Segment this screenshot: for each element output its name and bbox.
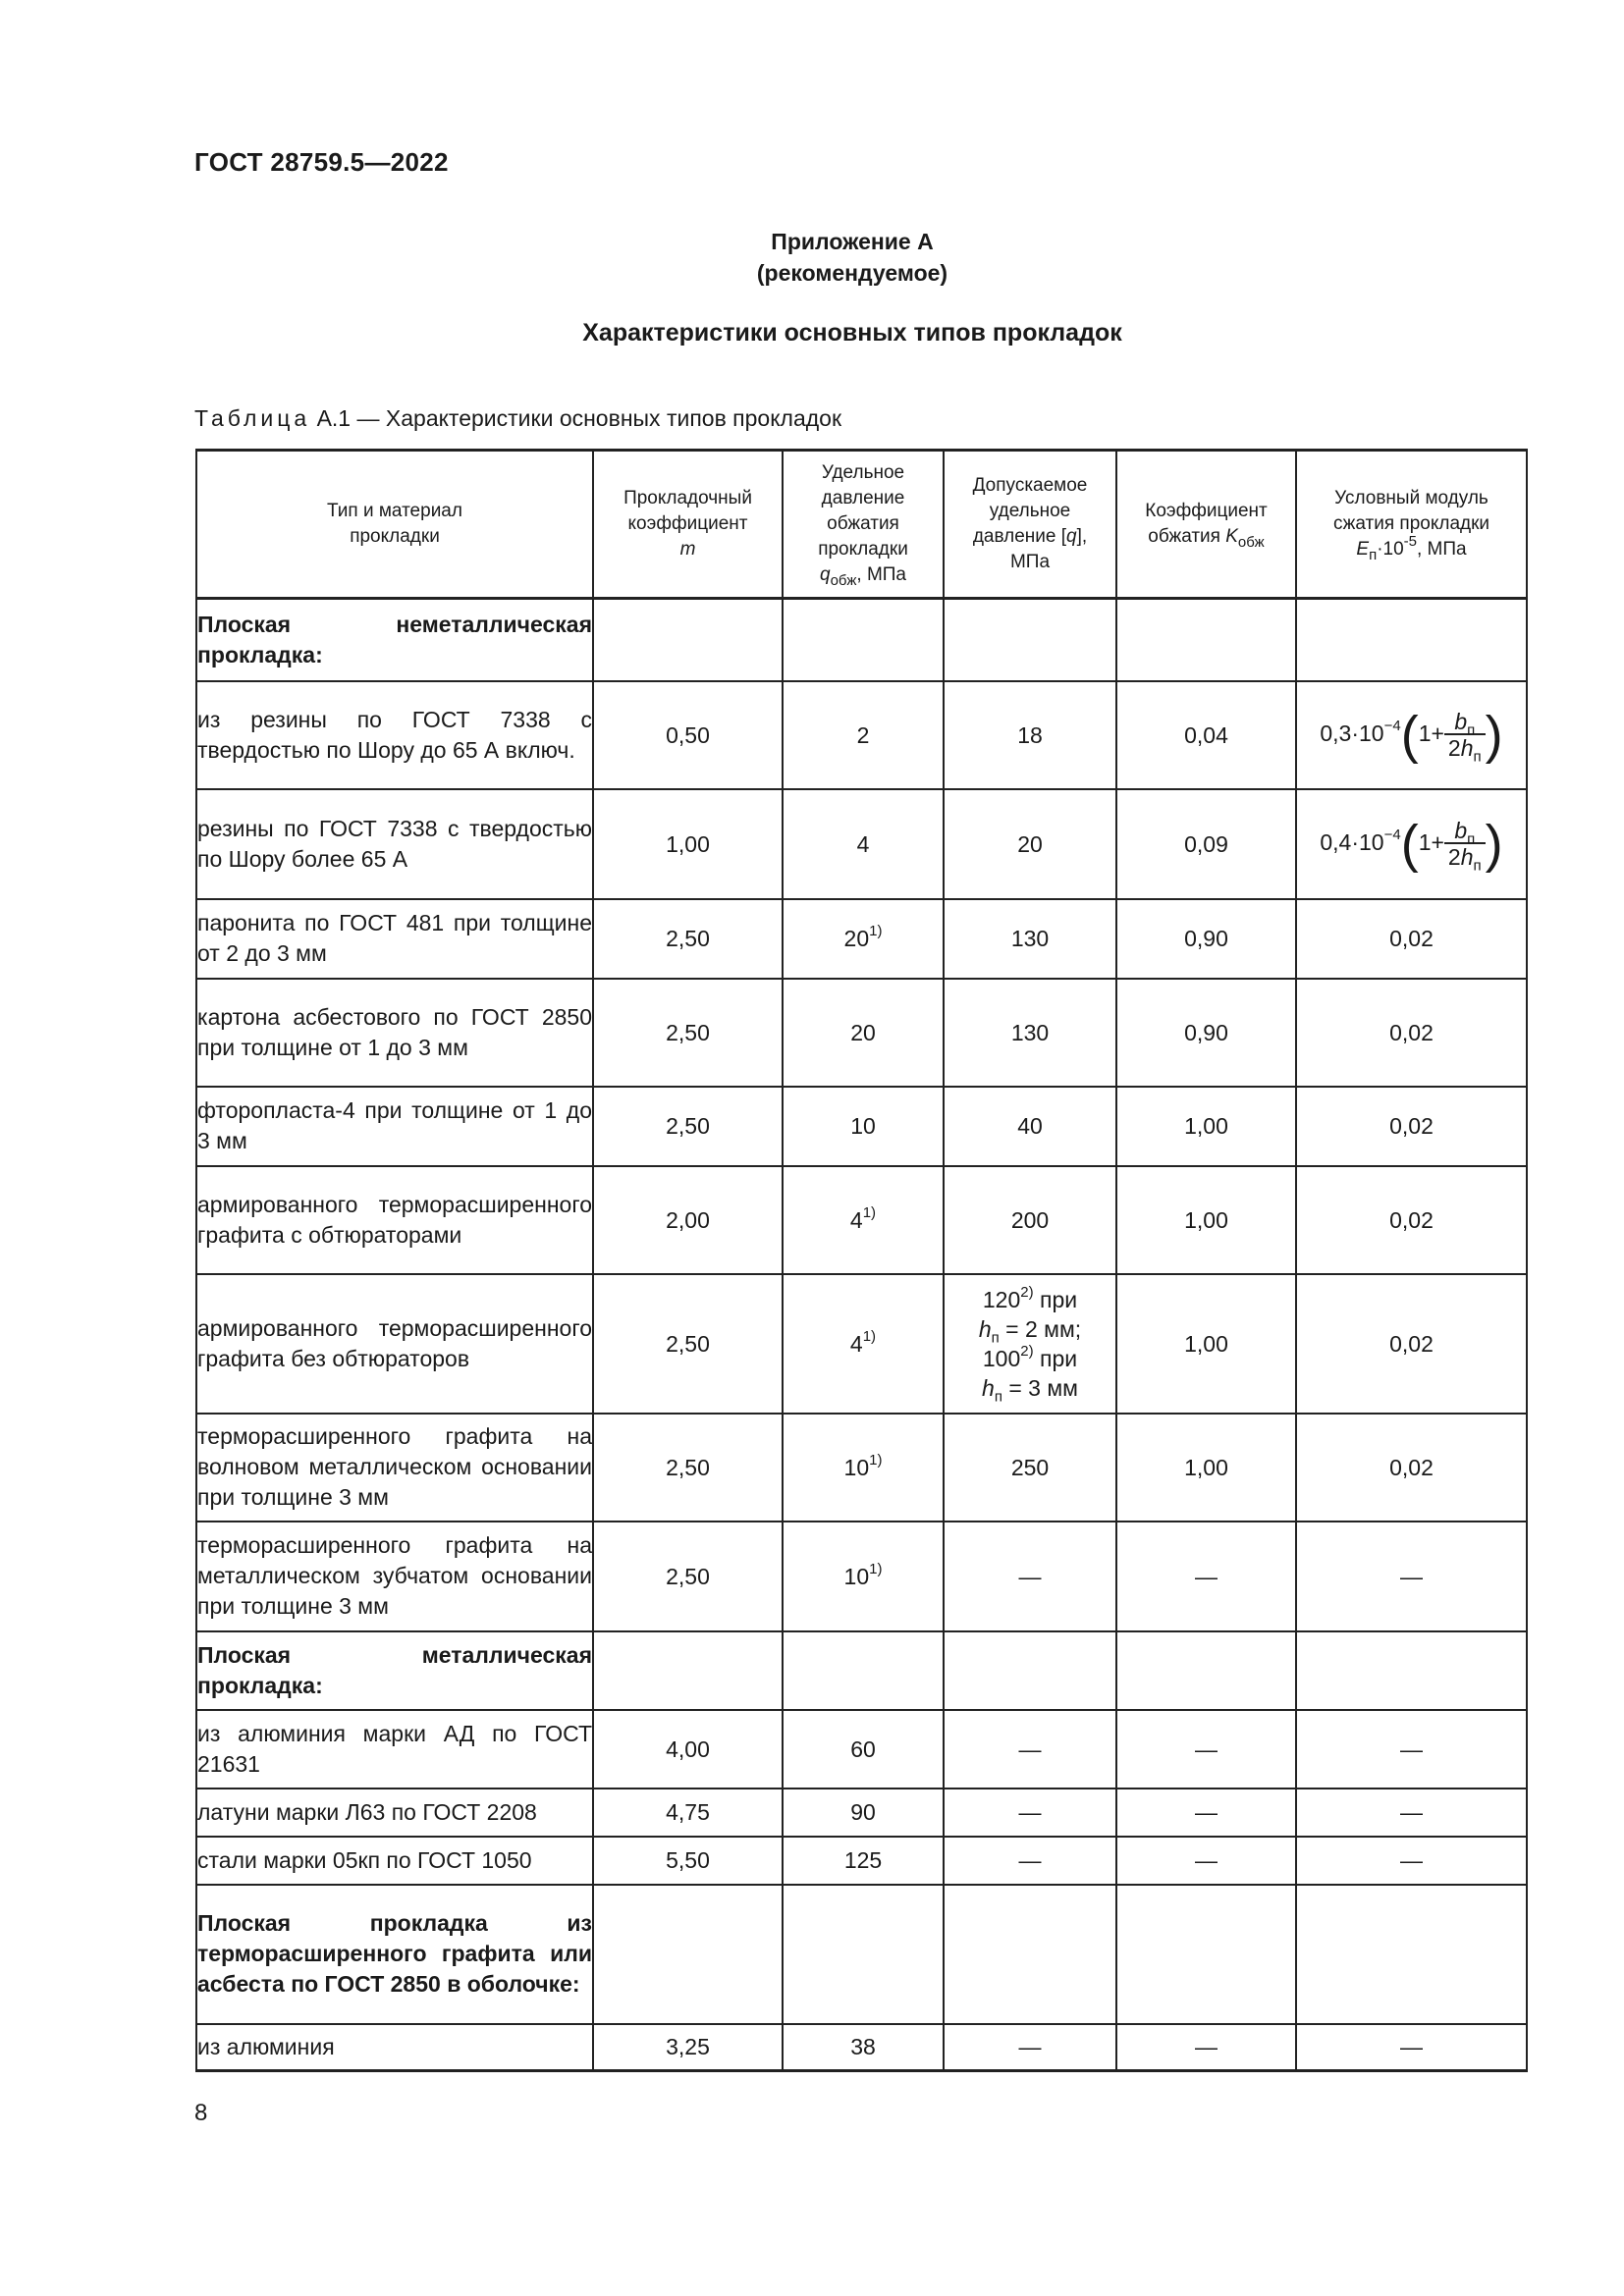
cell-m: 1,00 [593,789,783,899]
cell-q: 38 [783,2024,944,2071]
row-name: Плоская неметаллическая прокладка: [196,599,593,681]
cell-m: 3,25 [593,2024,783,2071]
footnote-ref: 1) [869,1451,883,1468]
cell-q: 60 [783,1710,944,1789]
header-allowable-pressure: Допускаемое удельное давление [q], МПа [944,451,1116,599]
row-name: армированного терморасширенного графита с обтюраторами [196,1166,593,1274]
table-row [196,1522,1527,1631]
cell-m: 2,50 [593,979,783,1087]
cell-m: 2,50 [593,1522,783,1631]
cell-q: 10 [783,1087,944,1166]
cell-q: 4$^{1)}$ [783,1274,944,1414]
row-name: паронита по ГОСТ 481 при толщине от 2 до 3 мм [196,899,593,979]
row-name: фторопласта-4 при толщине от 1 до 3 мм [196,1087,593,1166]
row-name: из резины по ГОСТ 7338 с твердостью по Шору до 65 А включ. [196,681,593,789]
cell-m: 4,00 [593,1710,783,1789]
cell-q: 4 [783,789,944,899]
row-name: Плоская прокладка из терморасширенного графита или асбеста по ГОСТ 2850 в оболочке: [196,1885,593,2024]
table-row [196,1789,1527,1837]
cell-k: — [1116,1710,1296,1789]
footnote-ref: 1) [869,1560,883,1577]
cell-m: 0,50 [593,681,783,789]
cell-qd: 40 [944,1087,1116,1166]
table-row [196,1837,1527,1885]
table-row [196,1166,1527,1274]
cell-qd: 130 [944,979,1116,1087]
cell-k: — [1116,1789,1296,1837]
cell-k: 1,00 [1116,1414,1296,1522]
cell-m: 2,50 [593,899,783,979]
row-name: терморасширенного графита на металлическом зубчатом основании при толщине 3 мм [196,1522,593,1631]
cell-qd: — [944,2024,1116,2071]
cell-qd: — [944,1522,1116,1631]
cell-k: 1,00 [1116,1274,1296,1414]
cell-e: — [1296,1522,1527,1631]
row-name: терморасширенного графита на волновом металлическом основании при толщине 3 мм [196,1414,593,1522]
cell-e: — [1296,1710,1527,1789]
table-caption [194,405,841,432]
section-title: Характеристики основных типов прокладок [582,319,1122,347]
cell-qd: 120$^{2)}$ при $h_п = 2$ мм; 100$^{2)}$ при $h_п = 3$ мм [944,1274,1116,1414]
cell-e: 0,02 [1296,1166,1527,1274]
row-name: картона асбестового по ГОСТ 2850 при толщине от 1 до 3 мм [196,979,593,1087]
table-row [196,1631,1527,1710]
cell-m: 2,50 [593,1414,783,1522]
cell-q: 20$^{1)}$ [783,899,944,979]
cell-k: 0,04 [1116,681,1296,789]
cell-e-formula: $0,4\cdot 10^{-4}(1+$ $\frac{b_п}{2h_п}$ ) [1296,789,1527,899]
cell-qd: — [944,1710,1116,1789]
cell-k: 1,00 [1116,1087,1296,1166]
row-name: армированного терморасширенного графита без обтюраторов [196,1274,593,1414]
row-name: латуни марки Л63 по ГОСТ 2208 [196,1789,593,1837]
cell-m: 2,50 [593,1274,783,1414]
table-row [196,1274,1527,1414]
cell-k: 1,00 [1116,1166,1296,1274]
cell-e: — [1296,1789,1527,1837]
cell-k: 0,90 [1116,899,1296,979]
table-row [196,2024,1527,2071]
cell-k: — [1116,1837,1296,1885]
cell-m: 2,00 [593,1166,783,1274]
row-name: стали марки 05кп по ГОСТ 1050 [196,1837,593,1885]
cell-e: — [1296,2024,1527,2071]
header-conditional-modulus: Условный модуль сжатия прокладки $E_п\cdot 10^{-5}$, МПа [1296,451,1527,599]
appendix-heading [0,226,1624,289]
table-row [196,789,1527,899]
document-code: ГОСТ 28759.5—2022 [194,147,449,177]
header-gasket-coefficient: Прокладочный коэффициент m [593,451,783,599]
caption-number: А.1 [316,405,352,431]
page-number: 8 [194,2100,208,2126]
appendix-status: (рекомендуемое) [756,260,948,286]
table-row [196,979,1527,1087]
cell-q: 90 [783,1789,944,1837]
cell-m: 2,50 [593,1087,783,1166]
header-specific-pressure: Удельное давление обжатия прокладки $q_{обж}$, МПа [783,451,944,599]
cell-qd: — [944,1837,1116,1885]
cell-qd: 250 [944,1414,1116,1522]
table-row [196,1087,1527,1166]
cell-k: 0,09 [1116,789,1296,899]
cell-qd: 200 [944,1166,1116,1274]
cell-k: 0,90 [1116,979,1296,1087]
cell-e: 0,02 [1296,1274,1527,1414]
cell-qd: 130 [944,899,1116,979]
cell-m: 4,75 [593,1789,783,1837]
row-name: из алюминия [196,2024,593,2071]
cell-k: — [1116,1522,1296,1631]
cell-k: — [1116,2024,1296,2071]
cell-q: 4$^{1)}$ [783,1166,944,1274]
header-compression-coefficient: Коэффициент обжатия $K_{обж}$ [1116,451,1296,599]
cell-qd: 18 [944,681,1116,789]
cell-q: 125 [783,1837,944,1885]
caption-label: Таблица [194,405,311,431]
footnote-ref: 1) [869,923,883,940]
table-row [196,899,1527,979]
cell-qd: — [944,1789,1116,1837]
cell-q: 20 [783,979,944,1087]
row-name: Плоская металлическая прокладка: [196,1631,593,1710]
table-row [196,681,1527,789]
cell-e-formula: $0,3\cdot 10^{-4}(1+$ $\frac{b_п}{2h_п}$ ) [1296,681,1527,789]
cell-e: 0,02 [1296,1414,1527,1522]
table-header-row [196,451,1527,599]
caption-text: — Характеристики основных типов прокладок [351,405,842,431]
footnote-ref: 1) [862,1203,877,1221]
table-row [196,1414,1527,1522]
footnote-ref: 1) [862,1327,877,1345]
row-name: резины по ГОСТ 7338 с твердостью по Шору более 65 А [196,789,593,899]
header-type-material: Тип и материал прокладки [196,451,593,599]
cell-e: — [1296,1837,1527,1885]
table-row [196,599,1527,681]
table-row [196,1710,1527,1789]
cell-qd: 20 [944,789,1116,899]
gasket-table [195,449,1528,2072]
appendix-title: Приложение А [771,229,934,254]
table-row [196,1885,1527,2024]
cell-q: 10$^{1)}$ [783,1414,944,1522]
cell-e: 0,02 [1296,979,1527,1087]
cell-q: 2 [783,681,944,789]
cell-m: 5,50 [593,1837,783,1885]
cell-q: 10$^{1)}$ [783,1522,944,1631]
cell-e: 0,02 [1296,1087,1527,1166]
row-name: из алюминия марки АД по ГОСТ 21631 [196,1710,593,1789]
cell-e: 0,02 [1296,899,1527,979]
